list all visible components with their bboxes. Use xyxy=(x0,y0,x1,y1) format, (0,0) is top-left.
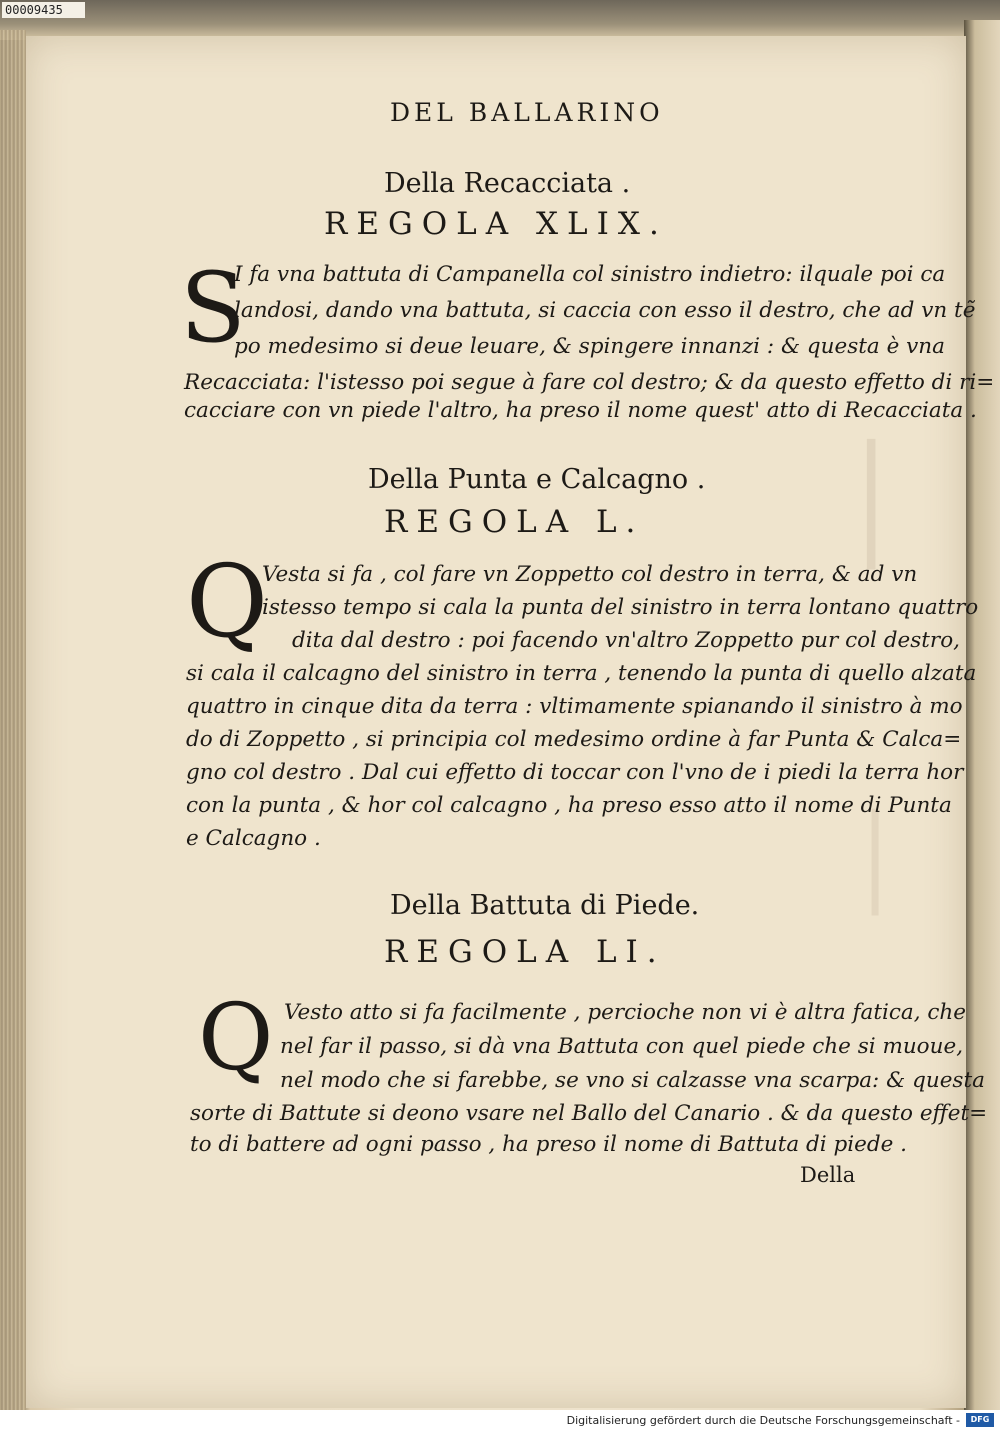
text-line: sorte di Battute si deono vsare nel Ballo del Canario . & da questo effet= xyxy=(190,1101,988,1126)
drop-capital: S xyxy=(180,252,246,364)
text-line: Vesta si fa , col fare vn Zoppetto col destro in terra, & ad vn xyxy=(262,562,918,587)
text-line: istesso tempo si cala la punta del sinistro in terra lontano quattro xyxy=(262,595,979,620)
facing-page-edge xyxy=(964,20,1000,1410)
text-line: do di Zoppetto , si principia col medesimo ordine à far Punta & Calca= xyxy=(186,727,962,752)
text-line: gno col destro . Dal cui effetto di toccar con l'vno de i piedi la terra hor xyxy=(186,760,964,785)
drop-capital: Q xyxy=(198,984,274,1091)
text-line: nel far il passo, si dà vna Battuta con quel piede che si muoue, xyxy=(280,1034,964,1059)
section-title: Della Battuta di Piede. xyxy=(390,890,700,921)
show-through-initial: │ xyxy=(838,440,905,568)
digitization-footer xyxy=(0,1410,1000,1431)
rule-heading: REGOLA LI. xyxy=(384,934,666,970)
page-edges xyxy=(0,30,26,1410)
text-line: dita dal destro : poi facendo vn'altro Zoppetto pur col destro, xyxy=(292,628,960,653)
dfg-logo: DFG xyxy=(966,1413,994,1427)
text-line: landosi, dando vna battuta, si caccia con esso il destro, che ad vn tẽ xyxy=(234,298,976,323)
text-line: cacciare con vn piede l'altro, ha preso il nome quest' atto di Recacciata . xyxy=(184,398,977,423)
rule-heading: REGOLA XLIX. xyxy=(324,206,668,242)
text-line: I fa vna battuta di Campanella col sinistro indietro: ilquale poi ca xyxy=(234,262,946,287)
show-through-initial: │ xyxy=(848,810,903,915)
funding-notice: Digitalisierung gefördert durch die Deutsche Forschungsgemeinschaft - xyxy=(566,1414,960,1427)
shelf-mark: 00009435 xyxy=(2,2,85,18)
text-line: e Calcagno . xyxy=(186,826,321,851)
text-line: si cala il calcagno del sinistro in terra , tenendo la punta di quello alzata xyxy=(186,661,977,686)
book-top-edge xyxy=(0,0,1000,40)
text-line: nel modo che si farebbe, se vno si calzasse vna scarpa: & questa xyxy=(280,1068,985,1093)
text-line: quattro in cinque dita da terra : vltimamente spianando il sinistro à mo xyxy=(186,694,963,719)
text-line: Vesto atto si fa facilmente , percioche non vi è altra fatica, che xyxy=(284,1000,967,1025)
catchword: Della xyxy=(800,1163,856,1187)
rule-heading: REGOLA L. xyxy=(384,504,645,540)
text-line: po medesimo si deue leuare, & spingere innanzi : & questa è vna xyxy=(234,334,945,359)
section-title: Della Recacciata . xyxy=(384,168,631,199)
drop-capital: Q xyxy=(186,543,268,660)
text-line: Recacciata: l'istesso poi segue à fare col destro; & da questo effetto di ri= xyxy=(184,370,995,395)
text-line: to di battere ad ogni passo , ha preso il nome di Battuta di piede . xyxy=(190,1132,907,1157)
text-line: con la punta , & hor col calcagno , ha preso esso atto il nome di Punta xyxy=(186,793,952,818)
section-title: Della Punta e Calcagno . xyxy=(368,464,706,495)
running-head: DEL BALLARINO xyxy=(390,98,664,127)
